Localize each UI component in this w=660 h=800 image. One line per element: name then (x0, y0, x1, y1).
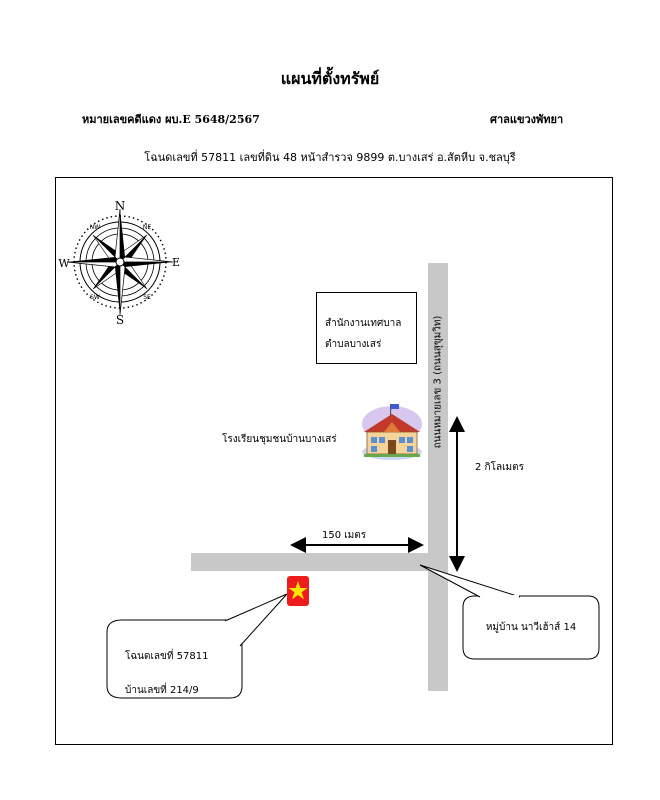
property-location-marker (287, 576, 309, 606)
document-title: แผนที่ตั้งทรัพย์ (280, 69, 380, 88)
village-label: หมู่บ้าน นาวีเฮ้าส์ 14 (485, 622, 577, 633)
main-road-label: ถนนหมายเลข 3 (ถนนสุขุมวิท) (432, 315, 444, 449)
case-number: หมายเลขคดีแดง ผบ.E 5648/2567 (82, 113, 260, 126)
compass-west: W (58, 257, 70, 270)
property-house-number: บ้านเลขที่ 214/9 (125, 685, 199, 696)
distance-vertical-label: 2 กิโลเมตร (475, 462, 524, 473)
court-name: ศาลแขวงพัทยา (490, 113, 564, 126)
compass-sw: SW (90, 294, 100, 301)
distance-horizontal-label: 150 เมตร (322, 530, 367, 541)
office-line-2: ตำบลบางเสร่ (325, 339, 382, 350)
compass-ne: NE (142, 224, 152, 231)
compass-nw: NW (89, 224, 101, 231)
compass-se: SE (143, 294, 151, 301)
office-line-1: สำนักงานเทศบาล (325, 318, 402, 329)
compass-south: S (115, 313, 125, 327)
property-callout (107, 620, 242, 698)
village-callout-pointer (420, 565, 520, 597)
school-label: โรงเรียนชุมชนบ้านบางเสร่ (222, 434, 337, 445)
star-icon (287, 576, 309, 606)
compass-east: E (171, 256, 181, 269)
village-callout (463, 596, 599, 659)
deed-info: โฉนดเลขที่ 57811 เลขที่ดิน 48 หน้าสำรวจ 9899 ต.บางเสร่ อ.สัตหีบ จ.ชลบุรี (144, 151, 516, 164)
property-deed-number: โฉนดเลขที่ 57811 (125, 651, 209, 662)
compass-north: N (114, 199, 126, 213)
